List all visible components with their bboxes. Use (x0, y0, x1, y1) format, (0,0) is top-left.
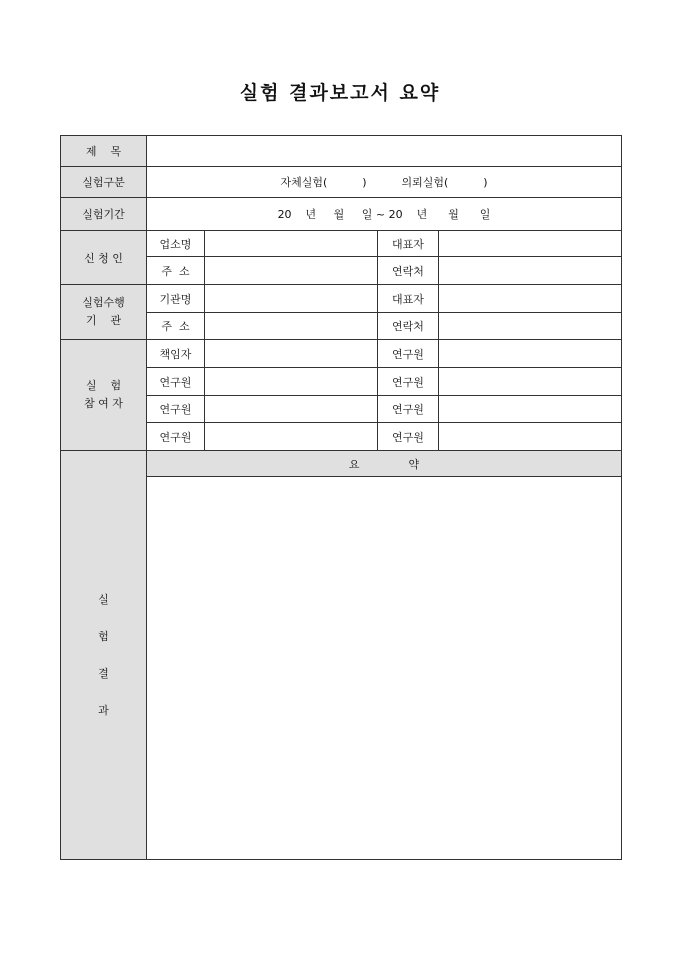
institution-address-field[interactable] (205, 313, 378, 340)
participant-label: 연구원 (378, 368, 439, 396)
institution-rep-label: 대표자 (378, 285, 439, 313)
participant-field[interactable] (439, 340, 622, 368)
participant-label: 연구원 (147, 368, 205, 396)
summary-header: 요 약 (147, 451, 622, 477)
participant-label: 연구원 (147, 423, 205, 451)
participant-label: 연구원 (147, 396, 205, 423)
applicant-contact-label: 연락처 (378, 257, 439, 285)
applicant-address-field[interactable] (205, 257, 378, 285)
page-title: 실험 결과보고서 요약 (239, 82, 441, 104)
subject-field[interactable] (147, 136, 622, 167)
participants-label: 실 험 참 여 자 (61, 340, 147, 451)
period-field[interactable]: 20 년 월 일 ~ 20 년 월 일 (147, 198, 622, 231)
applicant-label: 신 청 인 (61, 231, 147, 285)
applicant-contact-field[interactable] (439, 257, 622, 285)
participant-label: 연구원 (378, 340, 439, 368)
company-field[interactable] (205, 231, 378, 257)
institution-contact-label: 연락처 (378, 313, 439, 340)
report-form (60, 135, 622, 860)
participant-field[interactable] (439, 396, 622, 423)
participant-field[interactable] (439, 423, 622, 451)
type-label: 실험구분 (61, 167, 147, 198)
applicant-address-label: 주 소 (147, 257, 205, 285)
institution-contact-field[interactable] (439, 313, 622, 340)
participant-field[interactable] (205, 368, 378, 396)
institution-rep-field[interactable] (439, 285, 622, 313)
result-label: 실 험 결 과 (61, 451, 147, 860)
applicant-row-1 (61, 231, 622, 257)
applicant-rep-label: 대표자 (378, 231, 439, 257)
participant-label: 연구원 (378, 396, 439, 423)
participant-label: 연구원 (378, 423, 439, 451)
period-row (61, 198, 622, 231)
participant-field[interactable] (205, 423, 378, 451)
subject-label: 제 목 (61, 136, 147, 167)
institution-address-label: 주 소 (147, 313, 205, 340)
type-row (61, 167, 622, 198)
participant-field[interactable] (205, 340, 378, 368)
summary-field[interactable] (147, 477, 622, 860)
subject-row (61, 136, 622, 167)
result-header-row (61, 451, 622, 477)
applicant-rep-field[interactable] (439, 231, 622, 257)
period-label: 실험기간 (61, 198, 147, 231)
institution-name-label: 기관명 (147, 285, 205, 313)
participant-label: 책임자 (147, 340, 205, 368)
type-field[interactable]: 자체실험( ) 의뢰실험( ) (147, 167, 622, 198)
institution-label: 실험수행 기 관 (61, 285, 147, 340)
institution-name-field[interactable] (205, 285, 378, 313)
participant-row (61, 340, 622, 368)
institution-row-1 (61, 285, 622, 313)
participant-field[interactable] (205, 396, 378, 423)
participant-field[interactable] (439, 368, 622, 396)
company-label: 업소명 (147, 231, 205, 257)
